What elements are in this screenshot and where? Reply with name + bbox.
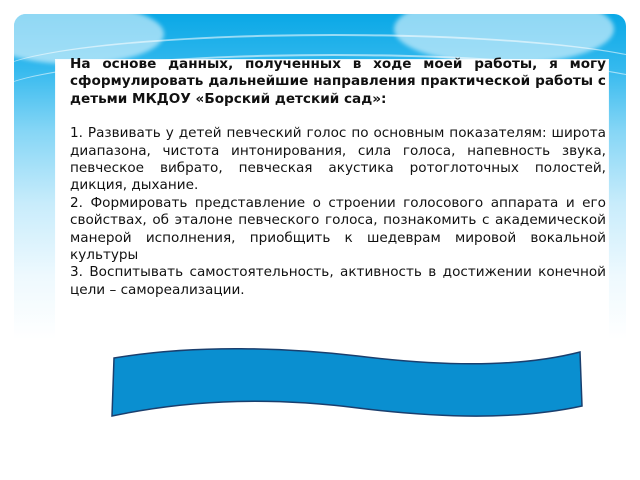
document-heading: На основе данных, полученных в ходе моей работы, я могу сформулировать дальнейшие направления практической работы с детьми МКДОУ «Борский детский сад»: <box>70 56 606 107</box>
list-item-1: 1. Развивать у детей певческий голос по основным показателям: широта диапазона, чистота интонирования, сила голоса, напевность звука, певческое вибрато, певческая акустика ротоглоточных полостей, дикция, дыхание. <box>70 125 606 194</box>
list-item-3: 3. Воспитывать самостоятельность, активность в достижении конечной цели – самореализации. <box>70 264 606 298</box>
list-item-2: 2. Формировать представление о строении голосового аппарата и его свойствах, об эталоне певческого голоса, познакомить с академической манерой исполнения, приобщить к шедеврам мировой вокальной культуры <box>70 194 606 264</box>
wave-banner-shape <box>108 346 586 422</box>
document-body <box>70 56 606 299</box>
spacer <box>70 108 606 125</box>
wave-banner <box>108 346 586 422</box>
